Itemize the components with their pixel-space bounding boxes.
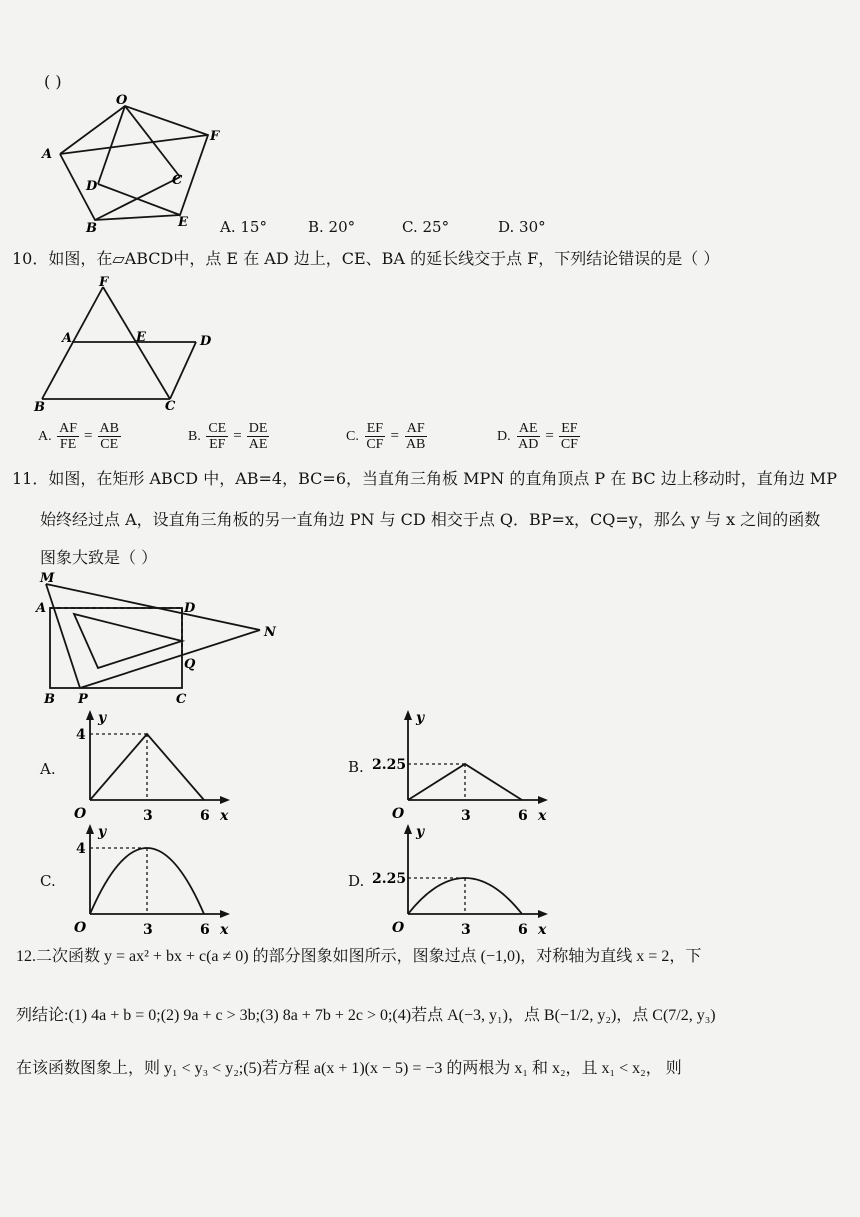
x-axis-label: x <box>220 808 229 824</box>
q11-graph-b <box>370 704 547 824</box>
x-axis-label: x <box>538 922 547 938</box>
x-axis-arrow <box>538 910 548 918</box>
q10-option-a[interactable] <box>38 421 123 452</box>
q10-option-a-letter: A. <box>38 428 52 444</box>
q9-label-F: F <box>210 129 220 144</box>
q10-b-right: $\frac{DE}{AE}$ <box>248 421 268 452</box>
q11-label-P: P <box>78 692 88 707</box>
q12-stem-line2: 列结论:(1) 4a + b = 0;(2) 9a + c > 3b;(3) 8a + 7b + 2c > 0;(4)若点 A(−3, y₁)，点 B(−1/2, y₂)，点 C(7/2, y₃) <box>16 1007 716 1024</box>
q10-option-c[interactable] <box>346 421 429 452</box>
tick-label-6: 6 <box>518 808 528 824</box>
q9-label-E: E <box>178 215 188 230</box>
q10-option-b-letter: B. <box>188 428 201 444</box>
q10-a-eq: = <box>84 428 93 444</box>
q10-label-A: A <box>62 331 73 346</box>
q10-stem: 10．如图，在▱ABCD中，点 E 在 AD 边上，CE、BA 的延长线交于点 F，下列结论错误的是（ ） <box>12 249 720 268</box>
q10-d-eq: = <box>545 428 554 444</box>
q12-stem-line1: 12.二次函数 y = ax² + bx + c(a ≠ 0) 的部分图象如图所示，图象过点 (−1,0)，对称轴为直线 x = 2，下 <box>16 948 702 965</box>
q10-option-d[interactable] <box>497 421 582 452</box>
y-axis-arrow <box>86 710 94 720</box>
y-axis-label: y <box>416 710 425 726</box>
q11-option-d[interactable]: D. <box>348 872 365 890</box>
q9-label-C: C <box>172 173 183 188</box>
q11-label-M: M <box>40 571 55 586</box>
tick-label-3: 3 <box>143 922 153 938</box>
x-axis-arrow <box>220 796 230 804</box>
q10-b-left: $\frac{CE}{EF}$ <box>208 421 227 452</box>
q10-c-right: $\frac{AF}{AB}$ <box>405 421 426 452</box>
tick-label-3: 3 <box>143 808 153 824</box>
q11-option-a[interactable]: A. <box>40 760 56 778</box>
q10-d-right: $\frac{EF}{CF}$ <box>560 421 578 452</box>
peak-value-label: 4 <box>76 727 86 743</box>
q9-figure <box>30 92 230 237</box>
q9-label-A: A <box>42 147 53 162</box>
y-axis-arrow <box>86 824 94 834</box>
x-axis-label: x <box>538 808 547 824</box>
tick-label-3: 3 <box>461 808 471 824</box>
y-axis-label: y <box>416 824 425 840</box>
q9-option-b[interactable]: B. 20° <box>308 218 356 236</box>
peak-value-label: 2.25 <box>372 757 407 773</box>
x-axis-arrow <box>538 796 548 804</box>
q10-c-eq: = <box>390 428 399 444</box>
q11-option-c[interactable]: C. <box>40 872 56 890</box>
tick-label-3: 3 <box>461 922 471 938</box>
y-axis-arrow <box>404 710 412 720</box>
y-axis-arrow <box>404 824 412 834</box>
origin-label: O <box>74 806 87 822</box>
q12-stem-line3: 在该函数图象上，则 y₁ < y₃ < y₂;(5)若方程 a(x + 1)(x − 5) = −3 的两根为 x₁ 和 x₂，且 x₁ < x₂， 则 <box>16 1060 682 1077</box>
origin-label: O <box>392 920 405 936</box>
q11-label-Q: Q <box>184 657 196 672</box>
q10-option-b[interactable] <box>188 421 271 452</box>
peak-value-label: 4 <box>76 841 86 857</box>
y-axis-label: y <box>98 824 107 840</box>
q11-option-b[interactable]: B. <box>348 758 364 776</box>
q11-label-N: N <box>264 625 276 640</box>
q10-label-F: F <box>99 275 109 290</box>
q11-label-B: B <box>44 692 55 707</box>
q10-label-D: D <box>200 334 212 349</box>
q11-figure <box>32 568 282 708</box>
q9-option-c[interactable]: C. 25° <box>402 218 450 236</box>
q11-stem-line2: 始终经过点 A，设直角三角板的另一直角边 PN 与 CD 相交于点 Q．BP=x，CQ=y，那么 y 与 x 之间的函数 <box>40 510 821 529</box>
q9-answer-paren: ( ) <box>44 72 62 91</box>
q10-figure <box>30 275 230 415</box>
q10-c-left: $\frac{EF}{CF}$ <box>366 421 384 452</box>
q10-d-left: $\frac{AE}{AD}$ <box>518 421 539 452</box>
q10-a-left: $\frac{AF}{FE}$ <box>59 421 78 452</box>
q10-b-eq: = <box>233 428 242 444</box>
tick-label-6: 6 <box>200 922 210 938</box>
q9-option-a[interactable]: A. 15° <box>220 218 267 236</box>
q11-graph-d <box>370 818 547 938</box>
q9-label-O: O <box>116 93 128 108</box>
q9-label-B: B <box>86 221 97 236</box>
y-axis-label: y <box>98 710 107 726</box>
q10-label-B: B <box>34 400 45 415</box>
q11-graph-c <box>60 818 229 938</box>
origin-label: O <box>74 920 87 936</box>
x-axis-arrow <box>220 910 230 918</box>
q11-label-A: A <box>36 601 47 616</box>
q10-label-C: C <box>165 399 176 414</box>
q11-stem-line3: 图象大致是（ ） <box>40 548 158 567</box>
tick-label-6: 6 <box>518 922 528 938</box>
origin-label: O <box>392 806 405 822</box>
tick-label-6: 6 <box>200 808 210 824</box>
q10-option-d-letter: D. <box>497 428 511 444</box>
q9-label-D: D <box>86 179 98 194</box>
q9-option-d[interactable]: D. 30° <box>498 218 546 236</box>
peak-value-label: 2.25 <box>372 871 407 887</box>
q10-label-E: E <box>136 330 146 345</box>
q11-graph-a <box>60 704 229 824</box>
q11-label-D: D <box>184 601 196 616</box>
x-axis-label: x <box>220 922 229 938</box>
q11-label-C: C <box>176 692 187 707</box>
q10-option-c-letter: C. <box>346 428 359 444</box>
q11-stem-line1: 11．如图，在矩形 ABCD 中，AB=4，BC=6，当直角三角板 MPN 的直角顶点 P 在 BC 边上移动时，直角边 MP <box>12 469 837 488</box>
q10-a-right: $\frac{AB}{CE}$ <box>99 421 119 452</box>
